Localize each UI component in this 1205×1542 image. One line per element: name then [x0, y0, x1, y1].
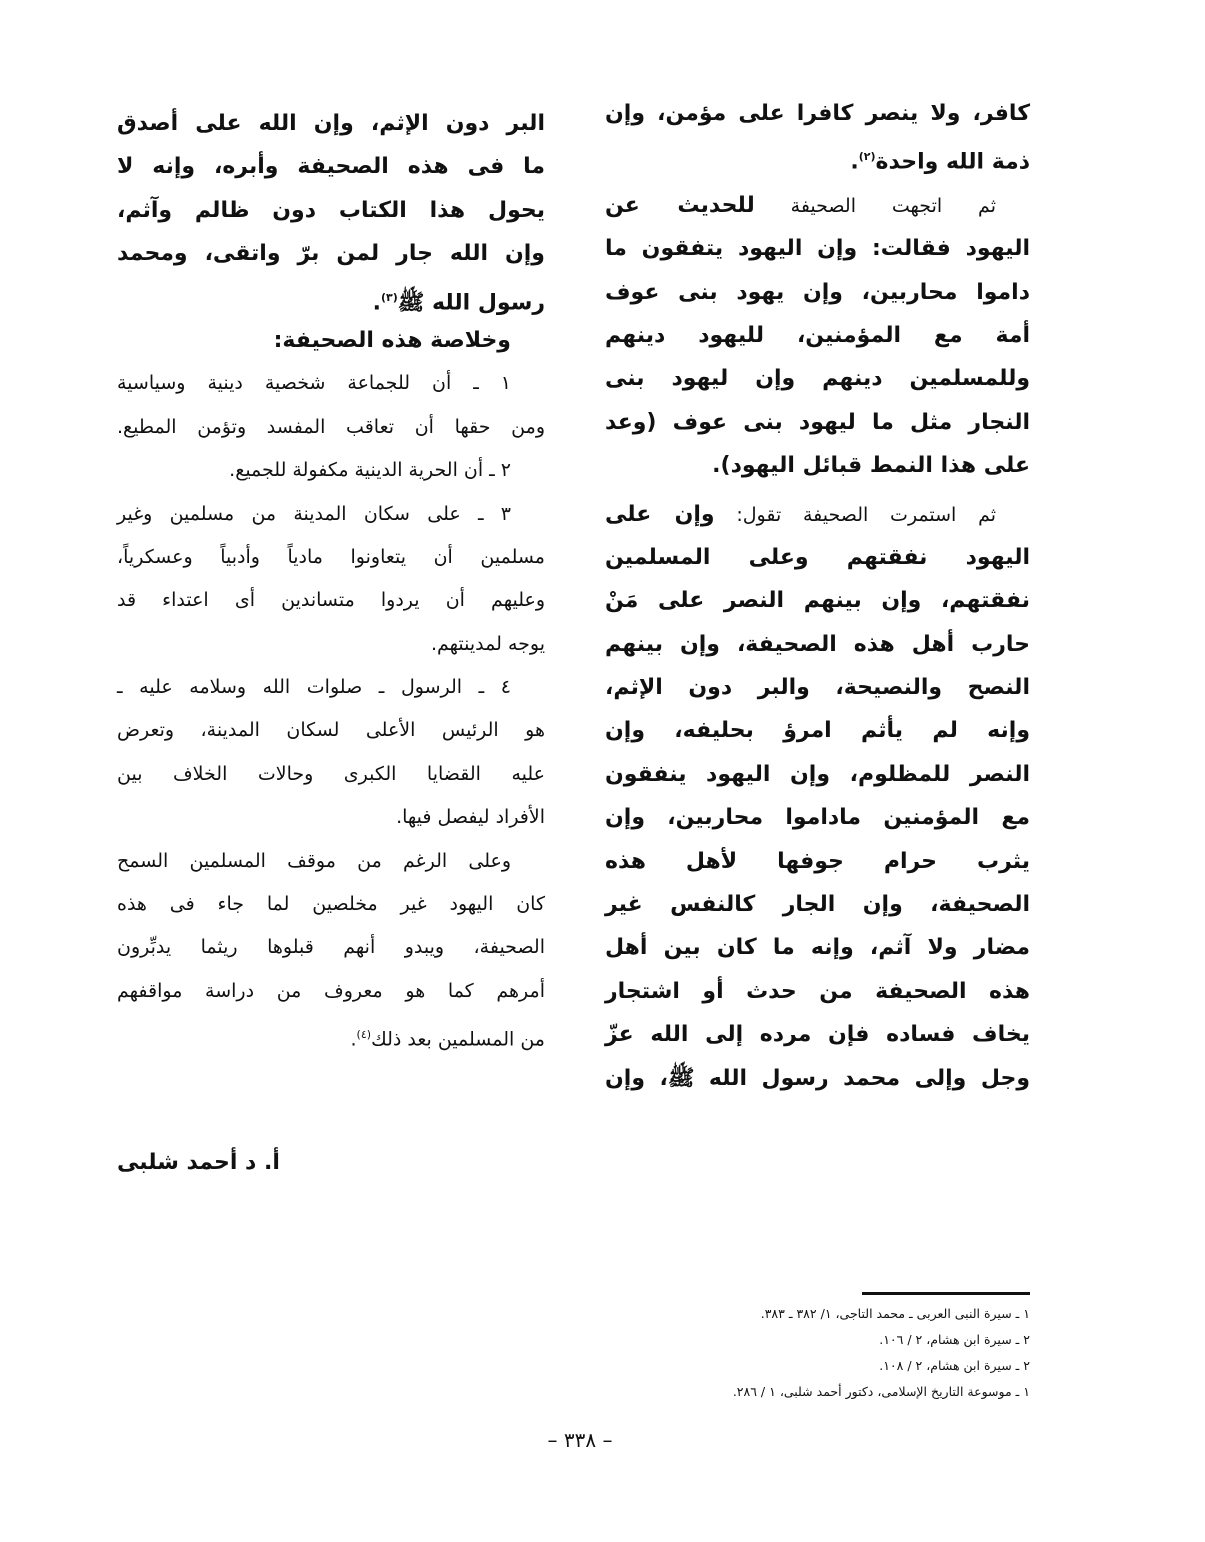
text-line: وعليهم أن يردوا متساندين أى اعتداء قد [117, 589, 545, 612]
text-line: كان اليهود غير مخلصين لما جاء فى هذه [117, 893, 545, 916]
text-line: أمة مع المؤمنين، لليهود دينهم [605, 322, 1030, 348]
text: من المسلمين بعد ذلك [371, 1028, 545, 1051]
text: ثم استمرت الصحيفة تقول: [714, 503, 996, 526]
text-line: نفقتهم، وإن بينهم النصر على مَنْ [605, 588, 1030, 614]
text-line: هو الرئيس الأعلى لسكان المدينة، وتعرض [117, 719, 545, 742]
text-line: وإنه لم يأثم امرؤ بحليفه، وإن [605, 718, 1030, 744]
footnote-ref[interactable]: (٢) [858, 150, 876, 164]
text-line: البر دون الإثم، وإن الله على أصدق [117, 111, 545, 136]
text-line [117, 276, 545, 319]
text: ذمة الله واحدة [875, 149, 1030, 175]
text-line: النصح والنصيحة، والبر دون الإثم، [605, 675, 1030, 701]
text-line: ومن حقها أن تعاقب المفسد وتؤمن المطيع. [117, 415, 545, 438]
text-line: داموا محاربين، وإن يهود بنى عوف [605, 279, 1030, 305]
text-line: كافر، ولا ينصر كافرا على مؤمن، وإن [605, 101, 1030, 126]
text-line: يخاف فساده فإن مرده إلى الله عزّ [605, 1022, 1030, 1048]
text-line: وعلى الرغم من موقف المسلمين السمح [117, 849, 511, 872]
author-signature: أ. د أحمد شلبى [117, 1150, 280, 1175]
text: وإن على [605, 501, 715, 527]
text: للحديث عن [605, 192, 755, 218]
text-line: اليهود فقالت: وإن اليهود يتفقون ما [605, 236, 1030, 262]
text-line [605, 493, 1030, 536]
right-column [605, 92, 1030, 1100]
text: رسول الله ﷺ [397, 289, 545, 315]
text-line: يثرب حرام جوفها لأهل هذه [605, 848, 1030, 874]
footnote-divider [862, 1292, 1030, 1295]
text: ثم اتجهت الصحيفة [754, 194, 996, 217]
footnote: ١ ـ سيرة النبى العربى ـ محمد التاجى، ١/ ٣٨٢ ـ ٣٨٣. [760, 1306, 1030, 1321]
text-line: عليه القضايا الكبرى وحالات الخلاف بين [117, 762, 545, 785]
text-line: هذه الصحيفة من حدث أو اشتجار [605, 978, 1030, 1004]
text-line: مسلمين أن يتعاونوا مادياً وأدبياً وعسكرياً، [117, 545, 545, 568]
footnote-ref[interactable]: (٣) [381, 290, 398, 304]
left-column [117, 102, 545, 1057]
text: . [372, 289, 382, 315]
text-line: الأفراد ليفصل فيها. [396, 806, 545, 829]
text-line [605, 135, 1030, 178]
text-line: وجل وإلى محمد رسول الله ﷺ، وإن [605, 1065, 1030, 1091]
text-line: النجار مثل ما ليهود بنى عوف (وعد [605, 409, 1030, 435]
text-line [117, 1013, 545, 1056]
text: . [850, 149, 859, 175]
text-line [605, 184, 1030, 227]
list-item: ٣ ـ على سكان المدينة من مسلمين وغير [117, 502, 511, 525]
text-line: النصر للمظلوم، وإن اليهود ينفقون [605, 761, 1030, 787]
section-heading: وخلاصة هذه الصحيفة: [273, 327, 511, 353]
text-line: وإن الله جار لمن برّ واتقى، ومحمد [117, 241, 545, 267]
text-line: حارب أهل هذه الصحيفة، وإن بينهم [605, 631, 1030, 657]
text-line: الصحيفة، ويبدو أنهم قبلوها ريثما يدبِّرون [117, 936, 545, 959]
text-line: أمرهم كما هو معروف من دراسة مواقفهم [117, 979, 545, 1002]
text-line: يحول هذا الكتاب دون ظالم وآثم، [117, 197, 545, 223]
text-line: اليهود نفقتهم وعلى المسلمين [605, 544, 1030, 570]
text-line: على هذا النمط قبائل اليهود). [712, 453, 1030, 479]
text-line: يوجه لمدينتهم. [430, 632, 545, 655]
text-line: مضار ولا آثم، وإنه ما كان بين أهل [605, 935, 1030, 961]
list-item: ٤ ـ الرسول ـ صلوات الله وسلامه عليه ـ [117, 676, 511, 699]
text-line: مع المؤمنين ماداموا محاربين، وإن [605, 805, 1030, 831]
text: . [350, 1028, 357, 1051]
text-line: وللمسلمين دينهم وإن ليهود بنى [605, 366, 1030, 392]
footnote: ١ ـ موسوعة التاريخ الإسلامى، دكتور أحمد شلبى، ١ / ٢٨٦. [732, 1384, 1030, 1399]
footnote: ٢ ـ سيرة ابن هشام، ٢ / ١٠٦. [879, 1332, 1030, 1347]
text-line: ما فى هذه الصحيفة وأبره، وإنه لا [117, 154, 545, 180]
footnote-ref[interactable]: (٤) [356, 1028, 372, 1042]
text-line: الصحيفة، وإن الجار كالنفس غير [605, 892, 1030, 918]
list-item: ١ ـ أن للجماعة شخصية دينية وسياسية [117, 372, 511, 395]
list-item: ٢ ـ أن الحرية الدينية مكفولة للجميع. [229, 459, 511, 482]
page-number: – ٣٣٨ – [547, 1428, 613, 1452]
footnotes [560, 1301, 1030, 1405]
footnote: ٢ ـ سيرة ابن هشام، ٢ / ١٠٨. [879, 1358, 1030, 1373]
